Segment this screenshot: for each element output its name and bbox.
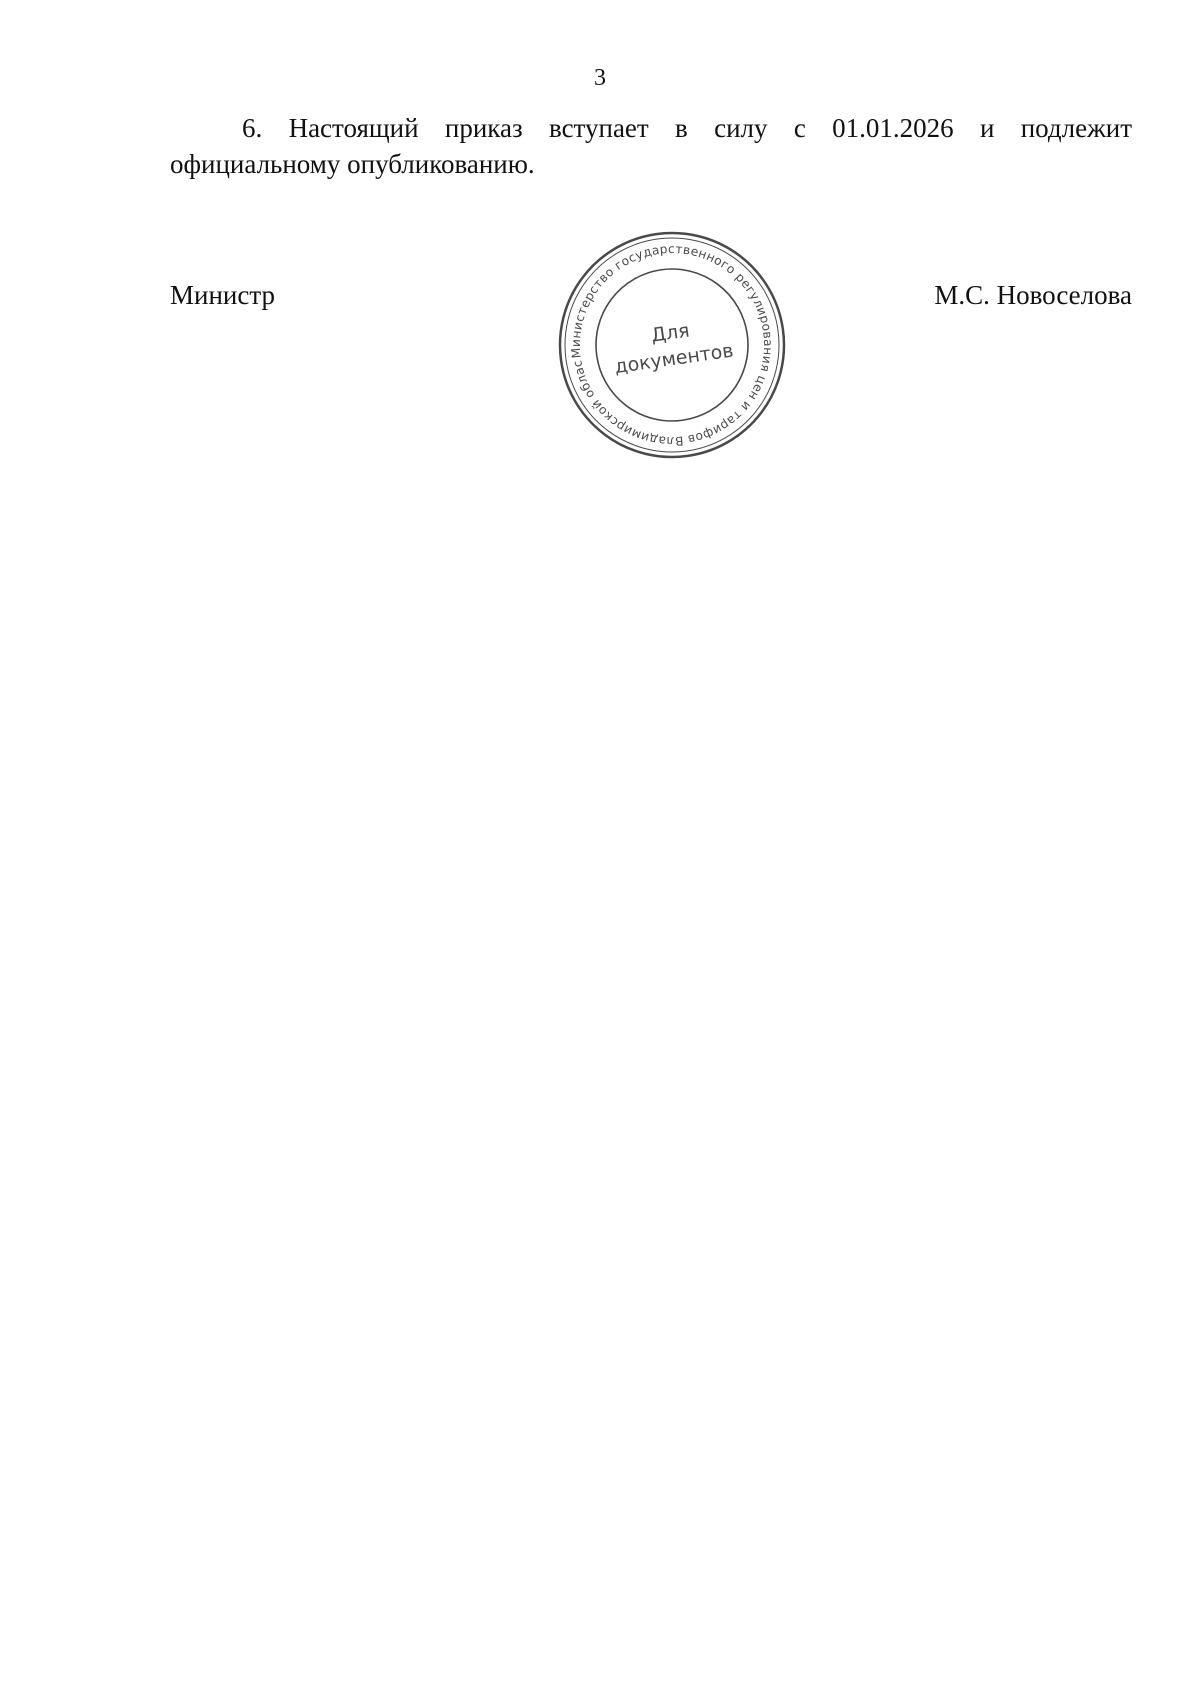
seal-outer-ring xyxy=(552,225,792,465)
order-paragraph xyxy=(170,110,1132,182)
paragraph-line-2: официальному опубликованию. xyxy=(170,149,535,179)
seal-center-line-2: документов xyxy=(613,339,735,379)
page-number: 3 xyxy=(594,65,606,91)
seal-center-line-1: Для xyxy=(649,319,691,347)
seal-outer-thin-ring xyxy=(552,225,792,465)
seal-ring-text: Министерство государственного регулирования цен и тарифов Владимирской области xyxy=(568,241,776,449)
official-seal-stamp xyxy=(552,225,792,465)
paragraph-line-1: 6. Настоящий приказ вступает в силу с 01.01.2026 и подлежит xyxy=(242,113,1132,143)
signer-name: М.С. Новоселова xyxy=(934,280,1132,310)
signer-position: Министр xyxy=(170,280,275,310)
